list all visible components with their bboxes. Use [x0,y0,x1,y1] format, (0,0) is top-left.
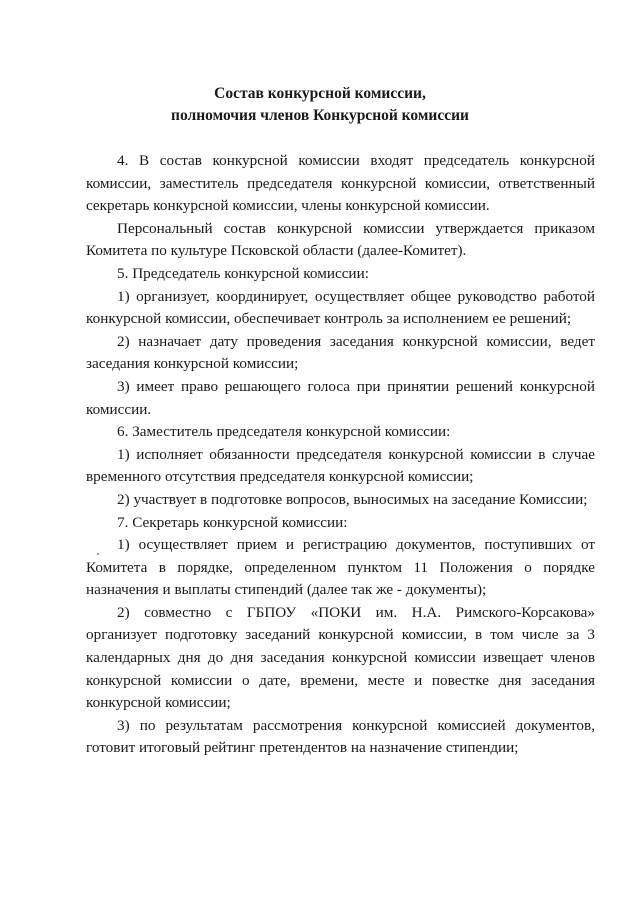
paragraph-5-3: 3) имеет право решающего голоса при принятии решений конкурсной комиссии. [86,377,595,418]
paragraph-5: 5. Председатель конкурсной комиссии: [117,264,369,282]
heading-line-1: Состав конкурсной комиссии, [214,85,426,102]
heading-line-2: полномочия членов Конкурсной комиссии [171,107,469,124]
paragraph-5-2: 2) назначает дату проведения заседания конкурсной комиссии, ведет заседания конкурсной комиссии; [86,332,595,373]
paragraph-personnel: Персональный состав конкурсной комиссии утверждается приказом Комитета по культуре Псковской области (далее-Комитет). [86,219,595,260]
paragraph-7-1: 1) осуществляет прием и регистрацию документов, поступивших от Комитета в порядке, определенном пунктом 11 Положения о порядке назначения и выплаты стипендий (далее так же - документы); [86,536,595,599]
paragraph-4: 4. В состав конкурсной комиссии входят председатель конкурсной комиссии, заместитель председателя конкурсной комиссии, ответственный секретарь конкурсной комиссии, члены конкурсной комиссии. [86,152,595,215]
paragraph-5-1: 1) организует, координирует, осуществляет общее руководство работой конкурсной комиссии, обеспечивает контроль за исполнением ее решений; [86,287,595,328]
scan-speck [97,553,99,555]
document-body [86,150,595,760]
paragraph-6-1: 1) исполняет обязанности председателя конкурсной комиссии в случае временного отсутствия председателя конкурсной комиссии; [86,445,595,486]
paragraph-7-2: 2) совместно с ГБПОУ «ПОКИ им. Н.А. Римского-Корсакова» организует подготовку заседаний конкурсной комиссии, в том числе за 3 календарных дня до дня заседания конкурсной комиссии извещает членов конкурсной комиссии о дате, времени, месте и повестке дня заседания конкурсной комиссии; [86,603,595,712]
paragraph-7: 7. Секретарь конкурсной комиссии: [117,513,348,531]
section-heading [0,83,640,127]
paragraph-7-3: 3) по результатам рассмотрения конкурсной комиссией документов, готовит итоговый рейтинг претендентов на назначение стипендии; [86,716,595,757]
paragraph-6-2: 2) участвует в подготовке вопросов, выносимых на заседание Комиссии; [117,490,588,508]
paragraph-6: 6. Заместитель председателя конкурсной комиссии: [117,423,451,441]
